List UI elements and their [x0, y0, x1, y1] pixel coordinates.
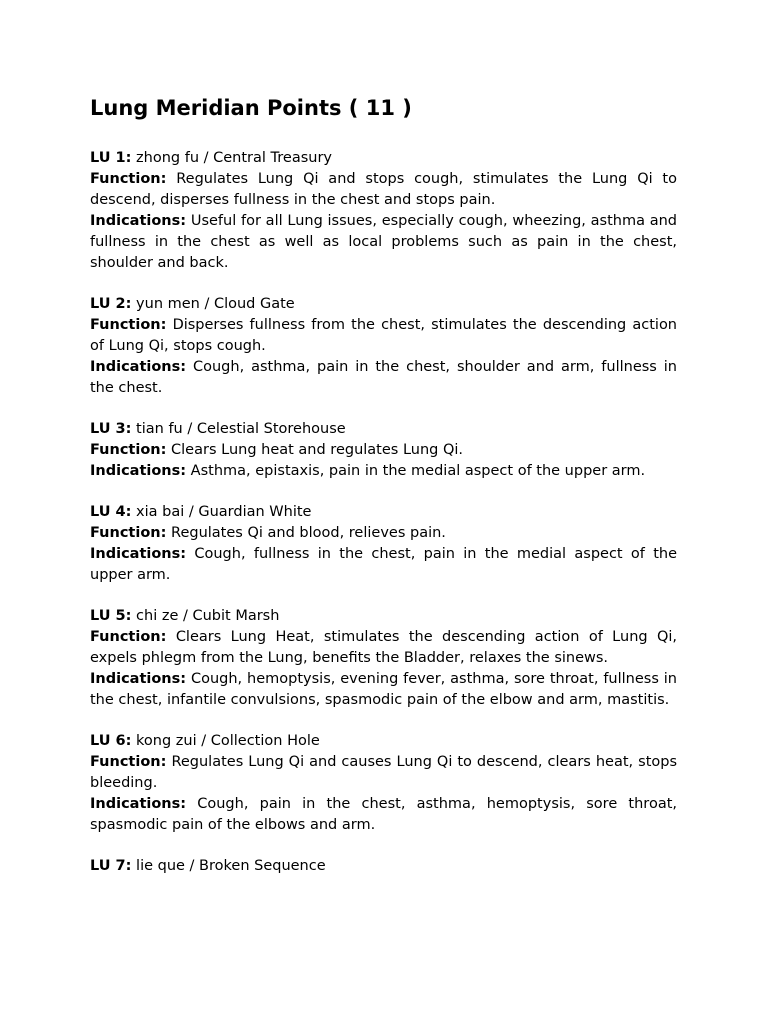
point-name: kong zui / Collection Hole — [136, 733, 320, 749]
point-code: LU 3: — [90, 421, 132, 437]
point-indications — [90, 794, 677, 836]
point-function — [90, 315, 677, 357]
point-function — [90, 440, 677, 461]
point-code: LU 1: — [90, 150, 132, 166]
indications-text: Cough, asthma, pain in the chest, shoulder and arm, fullness in the chest. — [90, 359, 677, 396]
point-indications — [90, 669, 677, 711]
function-text: Clears Lung heat and regulates Lung Qi. — [171, 442, 464, 458]
function-label: Function: — [90, 754, 167, 770]
point-function — [90, 627, 677, 669]
indications-label: Indications: — [90, 463, 187, 479]
point-heading — [90, 502, 677, 523]
function-text: Regulates Lung Qi and causes Lung Qi to descend, clears heat, stops bleeding. — [90, 754, 678, 791]
point-code: LU 4: — [90, 504, 132, 520]
point-name: zhong fu / Central Treasury — [136, 150, 332, 166]
indications-text: Asthma, epistaxis, pain in the medial aspect of the upper arm. — [190, 463, 646, 479]
function-text: Regulates Qi and blood, relieves pain. — [171, 525, 446, 541]
indications-label: Indications: — [90, 796, 187, 812]
indications-text: Cough, hemoptysis, evening fever, asthma, sore throat, fullness in the chest, infantile convulsions, spasmodic pain of the elbow and arm, mastitis. — [90, 671, 677, 708]
point-function — [90, 523, 677, 544]
point-entry-lu2 — [90, 294, 677, 399]
point-indications — [90, 211, 677, 274]
point-heading — [90, 148, 677, 169]
point-code: LU 7: — [90, 858, 132, 874]
point-entry-lu1 — [90, 148, 677, 274]
point-entry-lu7 — [90, 856, 677, 877]
indications-text: Useful for all Lung issues, especially cough, wheezing, asthma and fullness in the chest as well as local problems such as pain in the chest, shoulder and back. — [90, 213, 678, 271]
function-label: Function: — [90, 171, 167, 187]
point-indications — [90, 461, 677, 482]
function-text: Regulates Lung Qi and stops cough, stimulates the Lung Qi to descend, disperses fullness in the chest and stops pain. — [90, 171, 677, 208]
point-name: tian fu / Celestial Storehouse — [136, 421, 346, 437]
point-code: LU 6: — [90, 733, 132, 749]
function-text: Disperses fullness from the chest, stimulates the descending action of Lung Qi, stops cough. — [90, 317, 677, 354]
point-function — [90, 169, 677, 211]
point-name: chi ze / Cubit Marsh — [136, 608, 280, 624]
point-heading — [90, 606, 677, 627]
point-heading — [90, 294, 677, 315]
indications-label: Indications: — [90, 213, 187, 229]
point-entry-lu5 — [90, 606, 677, 711]
point-indications — [90, 357, 677, 399]
point-name: lie que / Broken Sequence — [136, 858, 326, 874]
point-heading — [90, 419, 677, 440]
point-entry-lu3 — [90, 419, 677, 482]
indications-text: Cough, fullness in the chest, pain in the medial aspect of the upper arm. — [90, 546, 677, 583]
indications-label: Indications: — [90, 359, 187, 375]
function-label: Function: — [90, 525, 167, 541]
point-code: LU 2: — [90, 296, 132, 312]
point-entry-lu4 — [90, 502, 677, 586]
function-text: Clears Lung Heat, stimulates the descending action of Lung Qi, expels phlegm from the Lung, benefits the Bladder, relaxes the sinews. — [90, 629, 678, 666]
function-label: Function: — [90, 442, 167, 458]
point-indications — [90, 544, 677, 586]
point-name: xia bai / Guardian White — [136, 504, 312, 520]
indications-text: Cough, pain in the chest, asthma, hemoptysis, sore throat, spasmodic pain of the elbows and arm. — [90, 796, 677, 833]
point-entry-lu6 — [90, 731, 677, 836]
indications-label: Indications: — [90, 671, 187, 687]
point-heading — [90, 731, 677, 752]
indications-label: Indications: — [90, 546, 187, 562]
point-heading — [90, 856, 677, 877]
point-code: LU 5: — [90, 608, 132, 624]
point-name: yun men / Cloud Gate — [136, 296, 295, 312]
document-page — [90, 92, 677, 897]
function-label: Function: — [90, 629, 167, 645]
function-label: Function: — [90, 317, 167, 333]
point-function — [90, 752, 677, 794]
page-title: Lung Meridian Points ( 11 ) — [90, 96, 412, 120]
